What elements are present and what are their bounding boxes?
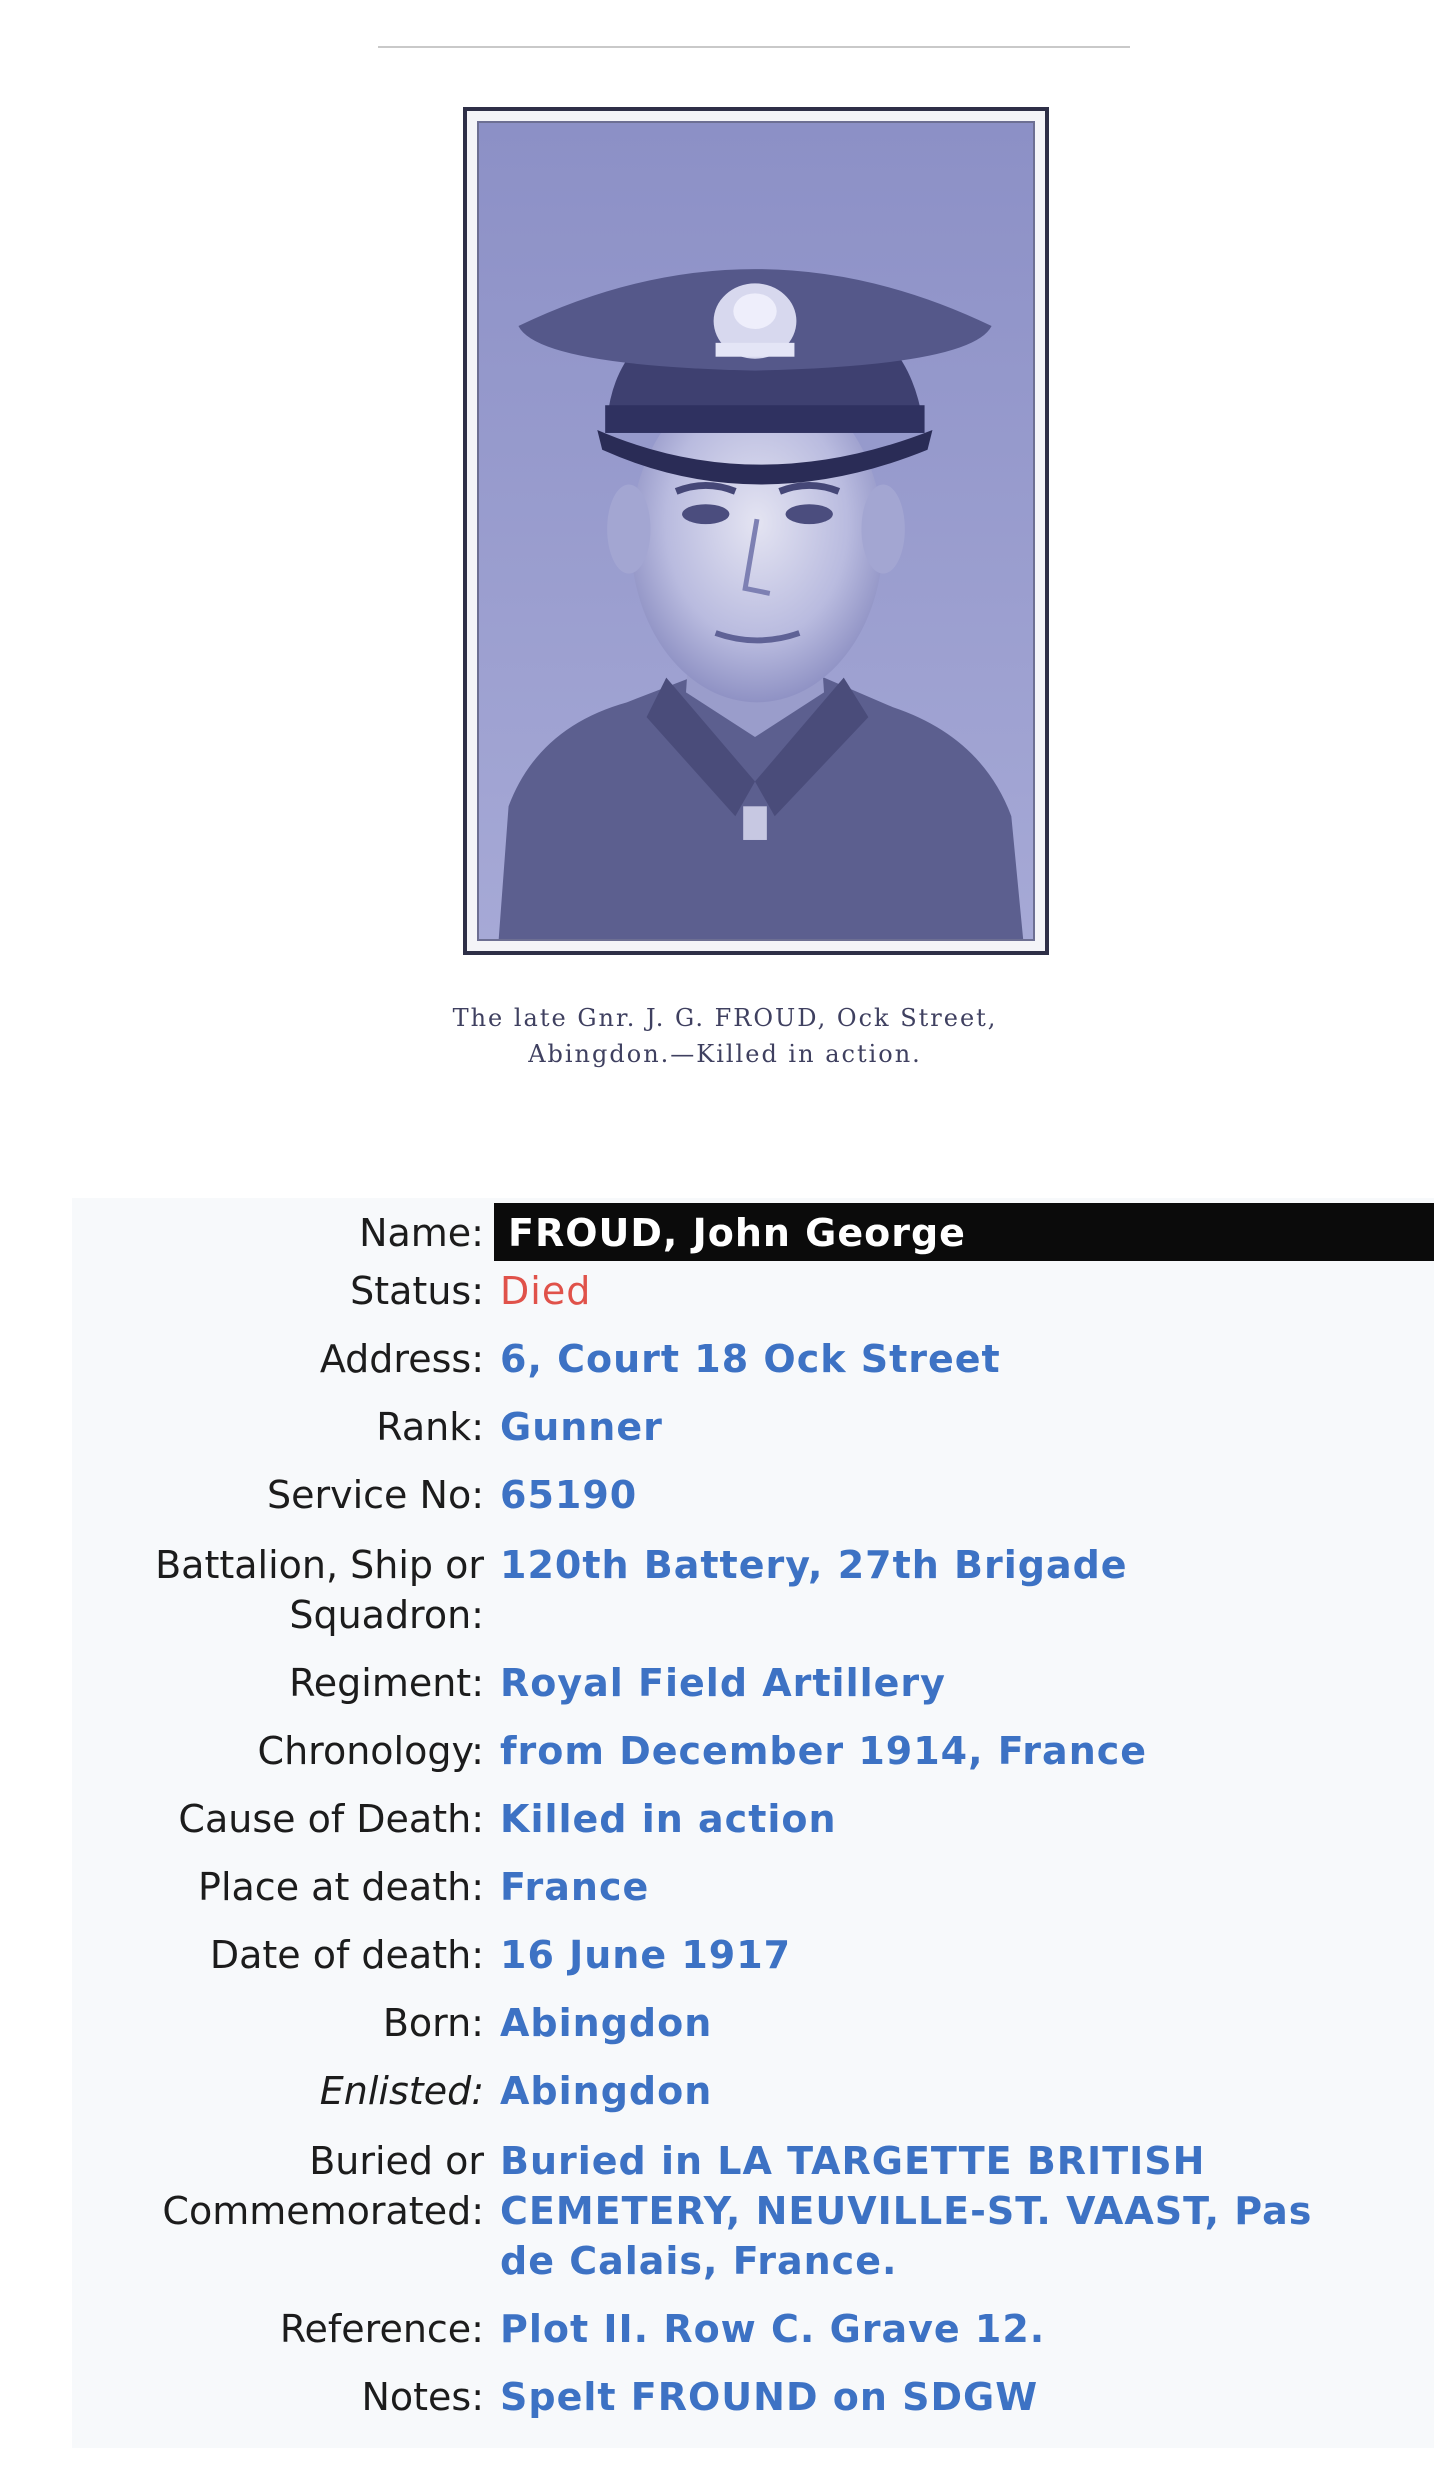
service-record	[72, 1198, 1434, 2448]
value-address: 6, Court 18 Ock Street	[500, 1337, 1001, 1381]
label-regiment: Regiment:	[289, 1661, 484, 1705]
label-buried-line-1: Buried or	[309, 2139, 484, 2183]
portrait-drawing	[479, 123, 1033, 939]
label-rank: Rank:	[376, 1405, 484, 1449]
label-cause-of-death: Cause of Death:	[178, 1797, 484, 1841]
soldier-portrait	[463, 107, 1049, 955]
label-address: Address:	[319, 1337, 484, 1381]
value-chronology: from December 1914, France	[500, 1729, 1148, 1773]
value-buried-line-3: de Calais, France.	[500, 2239, 898, 2283]
value-battalion: 120th Battery, 27th Brigade	[500, 1543, 1128, 1587]
value-born: Abingdon	[500, 2001, 713, 2045]
value-place-at-death: France	[500, 1865, 650, 1909]
value-date-of-death: 16 June 1917	[500, 1933, 792, 1977]
value-buried-line-2: CEMETERY, NEUVILLE-ST. VAAST, Pas	[500, 2189, 1313, 2233]
value-enlisted: Abingdon	[500, 2069, 713, 2113]
top-divider	[378, 46, 1130, 48]
value-status: Died	[500, 1269, 592, 1313]
label-born: Born:	[382, 2001, 484, 2045]
label-battalion-line-1: Battalion, Ship or	[155, 1543, 484, 1587]
label-buried-line-2: Commemorated:	[162, 2189, 484, 2233]
caption-line-2: Abingdon.—Killed in action.	[528, 1040, 922, 1068]
value-notes: Spelt FROUND on SDGW	[500, 2375, 1039, 2419]
value-reference: Plot II. Row C. Grave 12.	[500, 2307, 1046, 2351]
value-name: FROUD, John George	[508, 1211, 966, 1255]
label-enlisted: Enlisted:	[319, 2069, 484, 2113]
label-status: Status:	[350, 1269, 484, 1313]
value-regiment: Royal Field Artillery	[500, 1661, 946, 1705]
label-notes: Notes:	[361, 2375, 484, 2419]
photo-caption	[330, 1000, 1120, 1072]
label-place-at-death: Place at death:	[198, 1865, 484, 1909]
caption-line-1: The late Gnr. J. G. FROUD, Ock Street,	[452, 1004, 998, 1032]
portrait-image	[477, 121, 1035, 941]
value-rank: Gunner	[500, 1405, 663, 1449]
label-reference: Reference:	[279, 2307, 484, 2351]
label-chronology: Chronology:	[257, 1729, 484, 1773]
value-buried-line-1: Buried in LA TARGETTE BRITISH	[500, 2139, 1206, 2183]
label-battalion-line-2: Squadron:	[289, 1593, 484, 1637]
label-service-no: Service No:	[267, 1473, 484, 1517]
value-cause-of-death: Killed in action	[500, 1797, 837, 1841]
label-name: Name:	[359, 1211, 484, 1255]
value-service-no: 65190	[500, 1473, 638, 1517]
label-date-of-death: Date of death:	[209, 1933, 484, 1977]
